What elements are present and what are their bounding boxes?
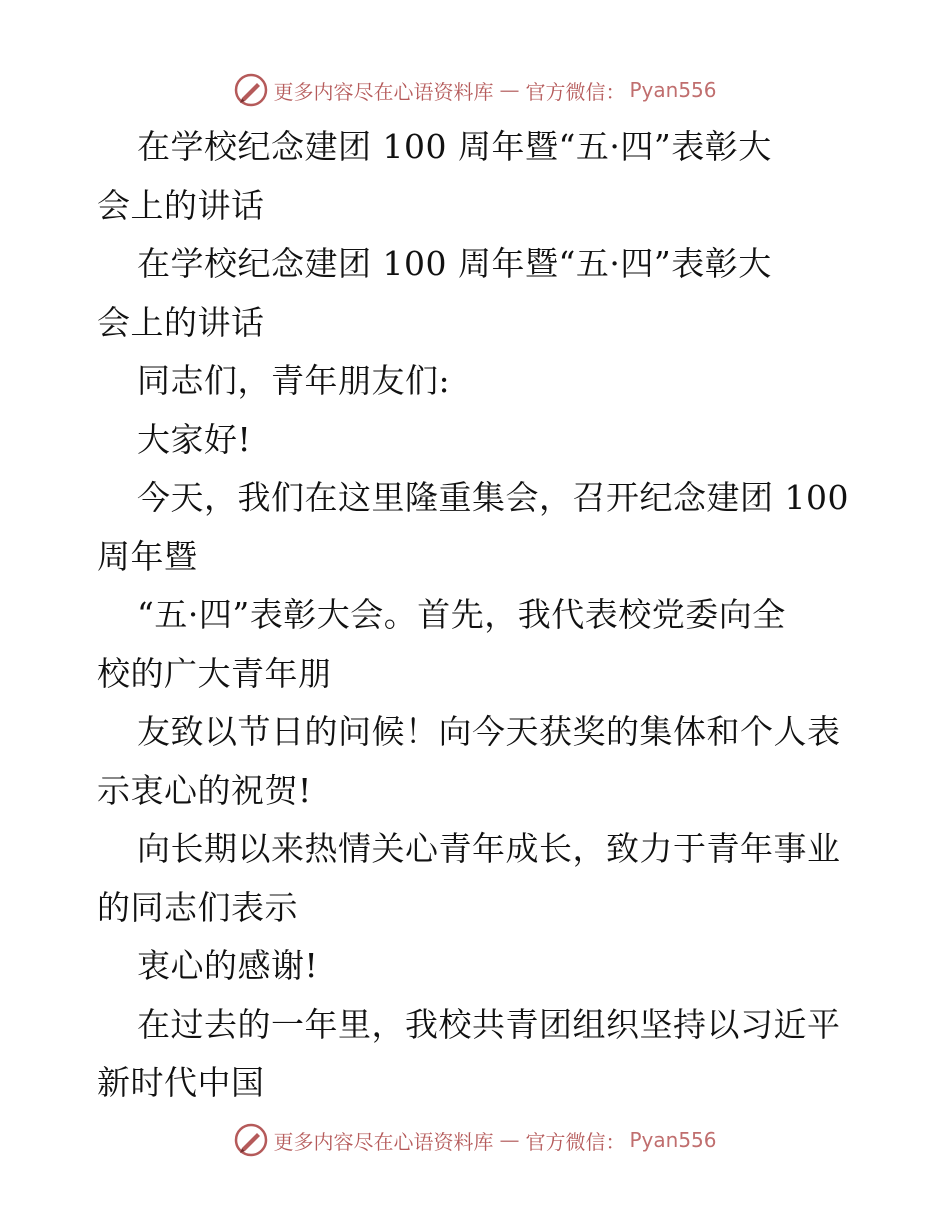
title-line-2: 会上的讲话: [97, 185, 265, 225]
watermark-separator: —: [499, 1128, 520, 1152]
watermark-header: [0, 70, 950, 110]
body-line: 在过去的一年里，我校共青团组织坚持以习近平: [137, 1004, 841, 1044]
watermark-wechat-id: Pyan556: [629, 1128, 717, 1152]
watermark-wechat-label: 官方微信：: [525, 1129, 626, 1154]
watermark-footer: [0, 1120, 950, 1160]
body-line: “五·四”表彰大会。首先，我代表校党委向全: [137, 595, 786, 634]
body-line: 的同志们表示: [97, 887, 298, 927]
watermark-text: 更多内容尽在心语资料库: [273, 79, 494, 104]
watermark-separator: —: [499, 78, 520, 102]
title-line-1: 在学校纪念建团 100 周年暨“五·四”表彰大: [137, 127, 772, 166]
greeting: 大家好!: [137, 419, 252, 459]
body-line: 衷心的感谢!: [137, 946, 319, 985]
body-line: 友致以节日的问候！向今天获奖的集体和个人表: [137, 712, 841, 751]
pen-logo-icon: [233, 72, 269, 108]
title-repeat-line-1: 在学校纪念建团 100 周年暨“五·四”表彰大: [137, 244, 772, 283]
document-body: [97, 118, 857, 1113]
watermark-wechat-label: 官方微信：: [525, 79, 626, 104]
body-line: 向长期以来热情关心青年成长，致力于青年事业: [137, 829, 841, 868]
watermark-text: 更多内容尽在心语资料库: [273, 1129, 494, 1154]
watermark-wechat-id: Pyan556: [629, 78, 717, 102]
body-line: 周年暨: [97, 536, 198, 576]
pen-logo-icon: [233, 1122, 269, 1158]
body-line: 示衷心的祝贺!: [97, 770, 312, 810]
title-repeat-line-2: 会上的讲话: [97, 302, 265, 342]
body-line: 今天，我们在这里隆重集会，召开纪念建团 100: [137, 478, 849, 517]
salutation: 同志们，青年朋友们:: [137, 361, 451, 400]
body-line: 校的广大青年朋: [97, 653, 332, 693]
body-line: 新时代中国: [97, 1063, 265, 1102]
